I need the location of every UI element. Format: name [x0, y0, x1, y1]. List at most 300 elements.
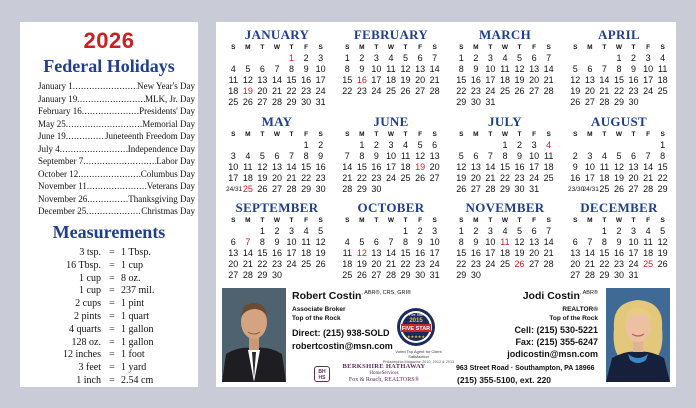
day-cell: 15 [342, 75, 353, 85]
weekday-letter: F [304, 44, 309, 51]
day-cell: 1 [458, 53, 464, 63]
day-cell: 29 [257, 270, 268, 280]
day-cell: 11 [386, 64, 396, 74]
month-december [568, 200, 670, 281]
month-march [454, 27, 556, 108]
day-cell [355, 226, 370, 237]
leader-dots [77, 93, 145, 106]
weekday-letter: S [546, 131, 551, 138]
day-cell: 26 [514, 259, 525, 269]
day-cell: 6 [230, 237, 236, 247]
day-cell: 17 [628, 248, 639, 258]
day-cell: 23 [301, 86, 312, 96]
day-cell: 26 [514, 86, 525, 96]
measure-equivalent: 1 gallon [121, 323, 154, 335]
day-cell: 27 [628, 184, 639, 194]
day-cell: 19 [456, 173, 467, 183]
day-cell: 22 [286, 86, 297, 96]
holiday-date: February 16 [38, 106, 82, 116]
holiday-date: June 19 [38, 131, 66, 141]
day-cell: 17 [371, 75, 382, 85]
day-cell: 30 [315, 184, 326, 194]
day-cell: 1 [616, 53, 622, 63]
day-cell: 20 [415, 75, 426, 85]
day-cell: 15 [599, 248, 610, 258]
day-cell: 18 [228, 86, 239, 96]
month-name: JULY [488, 114, 522, 129]
day-cell: 1 [601, 226, 607, 236]
day-cell: 14 [643, 162, 654, 172]
day-cell: 29 [356, 184, 367, 194]
day-cell: 14 [286, 162, 297, 172]
weekday-letter: W [501, 44, 509, 51]
day-cell: 19 [315, 248, 326, 258]
svg-text:FIVE STAR: FIVE STAR [401, 326, 431, 332]
day-cell: 7 [289, 151, 295, 161]
day-cell: 26 [613, 184, 624, 194]
agent1-team: Top of the Rock [292, 315, 341, 322]
weekday-letter: M [587, 131, 593, 138]
equals-sign: = [109, 336, 115, 348]
day-cell [498, 97, 513, 108]
day-cell: 29 [456, 97, 467, 107]
weekday-letter: S [345, 44, 350, 51]
day-cell: 1 [289, 53, 295, 63]
month-name: MARCH [478, 27, 532, 42]
month-august [568, 114, 670, 195]
day-cell: 20 [529, 248, 540, 258]
day-cell: 3 [587, 151, 593, 161]
day-cell [512, 97, 527, 108]
day-cell: 31 [628, 270, 639, 280]
weekday-letter: S [459, 44, 464, 51]
day-cell [641, 140, 656, 151]
agent2-cell-phone[interactable]: Cell: (215) 530-5221 [514, 325, 598, 335]
day-cell [568, 140, 583, 151]
day-cell: 13 [271, 162, 282, 172]
measure-equivalent: 1 Tbsp. [121, 247, 151, 258]
day-cell: 14 [242, 248, 253, 258]
day-cell: 22 [342, 86, 353, 96]
day-cell: 6 [373, 237, 379, 247]
weekday-letter: T [260, 217, 265, 224]
measure-equivalent: 1 gallon [121, 336, 154, 348]
day-cell: 30 [613, 270, 624, 280]
day-cell: 22 [599, 259, 610, 269]
weekday-letter: T [517, 131, 522, 138]
weekday-letter: W [501, 131, 509, 138]
day-cell: 16 [371, 162, 382, 172]
day-cell: 9 [303, 64, 309, 74]
holiday-date: January 19 [38, 93, 78, 104]
day-cell: 6 [432, 140, 438, 150]
month-october [340, 200, 442, 281]
weekday-letter: W [387, 131, 395, 138]
day-cell: 30 [514, 184, 525, 194]
day-cell: 5 [572, 64, 578, 74]
day-cell: 19 [514, 248, 525, 258]
day-cell: 15 [286, 75, 297, 85]
day-cell: 13 [228, 248, 239, 258]
leader-dots [87, 180, 147, 193]
day-cell [498, 270, 513, 281]
day-cell: 28 [271, 97, 282, 107]
day-cell: 11 [301, 237, 311, 247]
day-cell: 14 [543, 237, 554, 247]
day-cell: 29 [301, 184, 312, 194]
day-cell: 8 [303, 151, 309, 161]
day-cell: 18 [301, 248, 312, 258]
day-cell: 22 [400, 259, 411, 269]
weekday-letter: S [231, 44, 236, 51]
measurements-title: Measurements [52, 222, 166, 242]
day-cell: 10 [228, 162, 239, 172]
day-cell: 22 [301, 173, 312, 183]
weekday-letter: T [289, 217, 294, 224]
day-cell: 23/30 [568, 186, 585, 193]
day-cell: 2 [359, 53, 365, 63]
day-cell: 5 [517, 53, 523, 63]
day-cell: 11 [657, 64, 668, 74]
agent2-team: Top of the Rock [549, 315, 598, 322]
day-cell: 27 [529, 86, 540, 96]
day-cell: 7 [546, 226, 552, 236]
holiday-name: Memorial Day [142, 118, 195, 129]
weekday-letter: S [318, 217, 323, 224]
day-cell: 26 [570, 97, 581, 107]
day-cell: 25 [342, 270, 353, 280]
day-cell: 11 [500, 237, 510, 247]
day-cell: 10 [315, 64, 326, 74]
day-cell [583, 226, 598, 237]
day-cell [427, 184, 442, 195]
day-cell: 1 [660, 140, 666, 150]
holiday-row [38, 205, 195, 218]
day-cell [284, 270, 299, 281]
day-cell: 18 [385, 75, 396, 85]
day-cell: 31 [429, 270, 440, 280]
day-cell: 23 [415, 259, 426, 269]
day-cell [583, 53, 598, 64]
day-cell: 2 [417, 226, 423, 236]
day-cell: 5 [616, 151, 622, 161]
agent1-direct-phone[interactable]: Direct: (215) 938-SOLD [292, 328, 390, 338]
day-cell: 29 [400, 270, 411, 280]
day-cell: 22 [257, 259, 268, 269]
month-name: NOVEMBER [465, 200, 545, 215]
day-cell: 4 [660, 53, 666, 63]
day-cell: 18 [342, 259, 353, 269]
day-cell: 8 [458, 237, 464, 247]
measure-equivalent: 8 oz. [121, 272, 141, 284]
day-cell [284, 140, 299, 151]
day-cell: 1 [259, 226, 265, 236]
holiday-row [38, 143, 195, 156]
day-cell: 8 [502, 151, 508, 161]
day-cell: 12 [456, 162, 467, 172]
day-cell: 16 [315, 162, 326, 172]
day-cell: 2 [274, 226, 280, 236]
day-cell: 27 [271, 184, 282, 194]
day-cell: 27 [570, 270, 581, 280]
weekday-letter: M [359, 44, 365, 51]
day-cell: 25 [543, 173, 554, 183]
day-cell: 26 [356, 270, 367, 280]
day-cell: 27 [584, 97, 595, 107]
day-cell: 18 [400, 162, 411, 172]
day-cell: 8 [403, 237, 409, 247]
day-cell: 21 [385, 259, 396, 269]
month-name: MAY [261, 114, 293, 129]
day-cell: 27 [429, 173, 440, 183]
day-cell: 27 [257, 97, 268, 107]
weekday-letter: T [517, 217, 522, 224]
measurement-row [20, 311, 198, 324]
day-cell: 23 [315, 173, 326, 183]
day-cell: 12 [514, 237, 525, 247]
day-cell: 3 [645, 53, 651, 63]
holidays-list [38, 80, 195, 218]
weekday-letter: S [573, 217, 578, 224]
holiday-date: October 12 [38, 168, 79, 179]
day-cell: 17 [529, 162, 540, 172]
day-cell: 13 [470, 162, 481, 172]
holiday-name: Labor Day [156, 156, 195, 166]
day-cell: 2 [318, 140, 324, 150]
day-cell: 3 [531, 140, 537, 150]
day-cell: 5 [403, 53, 409, 63]
day-cell: 29 [599, 270, 610, 280]
day-cell: 23 [514, 173, 525, 183]
day-cell: 5 [517, 226, 523, 236]
day-cell: 11 [342, 248, 352, 258]
day-cell: 9 [616, 237, 622, 247]
day-cell: 15 [257, 248, 268, 258]
day-cell: 16 [356, 75, 367, 85]
day-cell: 29 [613, 97, 624, 107]
day-cell: 24/31 [226, 186, 243, 193]
day-cell: 10 [628, 237, 639, 247]
equals-sign: = [109, 310, 115, 322]
month-name: JANUARY [244, 27, 310, 42]
day-cell: 28 [584, 270, 595, 280]
day-cell: 26 [456, 184, 467, 194]
holiday-name: Columbus Day [140, 168, 195, 179]
agent1-email[interactable]: robertcostin@msn.com [292, 341, 393, 351]
measurement-row [20, 362, 198, 375]
weekday-letter: F [418, 217, 423, 224]
month-name: FEBRUARY [353, 27, 429, 42]
day-cell: 19 [514, 75, 525, 85]
weekday-letter: W [273, 131, 281, 138]
equals-sign: = [109, 374, 115, 386]
day-cell: 11 [243, 162, 253, 172]
day-cell: 6 [531, 53, 537, 63]
weekday-letter: M [245, 131, 251, 138]
day-cell [270, 140, 285, 151]
day-cell: 12 [415, 151, 426, 161]
weekday-letter: T [602, 44, 607, 51]
holiday-date: November 26 [38, 193, 88, 204]
day-cell [527, 97, 542, 108]
day-cell: 8 [359, 151, 365, 161]
weekday-letter: W [501, 217, 509, 224]
day-cell: 4 [601, 151, 607, 161]
month-november [454, 200, 556, 281]
day-cell: 14 [342, 162, 353, 172]
day-cell: 17 [315, 75, 326, 85]
day-cell [226, 226, 241, 237]
weekday-letter: M [473, 217, 479, 224]
day-cell: 21 [543, 75, 554, 85]
weekday-letter: F [646, 217, 651, 224]
day-cell [655, 270, 670, 281]
day-cell [299, 270, 314, 281]
holiday-name: Presidents' Day [139, 106, 195, 116]
measure-amount: 3 tsp. [79, 247, 101, 258]
weekday-letter: T [602, 131, 607, 138]
leader-dots [73, 80, 137, 93]
holiday-name: MLK, Jr. Day [145, 93, 195, 104]
equals-sign: = [109, 247, 115, 258]
weekday-letter: T [631, 217, 636, 224]
day-cell [369, 226, 384, 237]
weekday-letter: W [615, 131, 623, 138]
day-cell: 29 [657, 184, 668, 194]
day-cell: 7 [274, 64, 280, 74]
day-cell: 15 [657, 162, 668, 172]
day-cell: 8 [660, 151, 666, 161]
day-cell: 28 [342, 184, 353, 194]
day-cell: 27 [470, 184, 481, 194]
day-cell: 30 [415, 270, 426, 280]
day-cell [641, 97, 656, 108]
measure-amount: 1 cup [79, 285, 101, 297]
weekday-letter: M [473, 44, 479, 51]
day-cell: 13 [529, 237, 540, 247]
day-cell [255, 53, 270, 64]
day-cell: 15 [400, 248, 411, 258]
holiday-row [38, 180, 195, 193]
day-cell: 3 [230, 151, 236, 161]
day-cell: 4 [245, 151, 251, 161]
weekday-letter: M [587, 217, 593, 224]
day-cell: 16 [470, 75, 481, 85]
weekday-letter: M [587, 44, 593, 51]
day-cell: 24 [286, 259, 297, 269]
day-cell: 3 [373, 53, 379, 63]
day-cell: 12 [315, 237, 326, 247]
day-cell: 30 [628, 97, 639, 107]
holiday-name: New Year's Day [137, 81, 195, 91]
day-cell: 16 [470, 248, 481, 258]
day-cell: 9 [473, 237, 479, 247]
day-cell: 8 [458, 64, 464, 74]
agent2-fax[interactable]: Fax: (215) 355-6247 [515, 337, 598, 347]
day-cell: 9 [318, 151, 324, 161]
day-cell: 21 [429, 75, 440, 85]
month-april [568, 27, 670, 108]
day-cell: 18 [657, 75, 668, 85]
day-cell: 2 [572, 151, 578, 161]
holiday-name: Juneteenth Freedom Day [105, 131, 195, 141]
year-title: 2026 [83, 28, 135, 53]
day-cell: 24 [315, 86, 326, 96]
weekday-letter: S [231, 131, 236, 138]
day-cell: 6 [531, 226, 537, 236]
day-cell: 13 [628, 162, 639, 172]
day-cell: 9 [631, 64, 637, 74]
weekday-letter: F [646, 131, 651, 138]
weekday-letter: S [660, 217, 665, 224]
day-cell: 2 [517, 140, 523, 150]
holiday-date: May 25 [38, 118, 66, 129]
weekday-letter: S [459, 131, 464, 138]
day-cell: 26 [315, 259, 326, 269]
day-cell [270, 53, 285, 64]
leader-dots [78, 168, 140, 181]
weekday-letter: S [660, 44, 665, 51]
weekday-letter: T [374, 44, 379, 51]
day-cell: 13 [584, 75, 595, 85]
day-cell: 7 [245, 237, 251, 247]
leader-dots [82, 105, 139, 118]
day-cell: 13 [257, 75, 268, 85]
weekday-letter: F [532, 131, 537, 138]
day-cell: 20 [470, 173, 481, 183]
day-cell: 16 [514, 162, 525, 172]
day-cell: 25 [643, 259, 654, 269]
day-cell: 8 [616, 64, 622, 74]
day-cell [340, 226, 355, 237]
day-cell: 5 [259, 151, 265, 161]
day-cell: 26 [415, 173, 426, 183]
weekday-letter: T [289, 131, 294, 138]
day-cell: 2 [473, 53, 479, 63]
day-cell: 17 [228, 173, 239, 183]
day-cell: 22 [456, 259, 467, 269]
day-cell: 8 [289, 64, 295, 74]
day-cell: 4 [546, 140, 552, 150]
agent2-email[interactable]: jodicostin@msn.com [507, 349, 598, 359]
day-cell: 10 [529, 151, 540, 161]
day-cell: 10 [429, 237, 440, 247]
day-cell: 21 [599, 86, 610, 96]
day-cell: 15 [456, 248, 467, 258]
day-cell [483, 140, 498, 151]
office-phone[interactable]: (215) 355-5100, ext. 220 [457, 375, 552, 385]
day-cell: 14 [543, 64, 554, 74]
day-cell: 28 [599, 97, 610, 107]
weekday-letter: T [374, 217, 379, 224]
day-cell: 12 [400, 64, 411, 74]
day-cell: 23 [628, 86, 639, 96]
day-cell: 31 [529, 184, 540, 194]
day-cell: 13 [570, 248, 581, 258]
day-cell: 10 [584, 162, 595, 172]
day-cell: 4 [645, 226, 651, 236]
day-cell: 10 [485, 237, 496, 247]
day-cell: 6 [587, 64, 593, 74]
measurement-row [20, 324, 198, 337]
day-cell: 20 [529, 75, 540, 85]
measurement-row [20, 375, 198, 388]
weekday-letter: W [273, 217, 281, 224]
day-cell: 10 [371, 64, 382, 74]
day-cell: 25 [242, 184, 253, 194]
day-cell: 23 [613, 259, 624, 269]
day-cell: 20 [228, 259, 239, 269]
